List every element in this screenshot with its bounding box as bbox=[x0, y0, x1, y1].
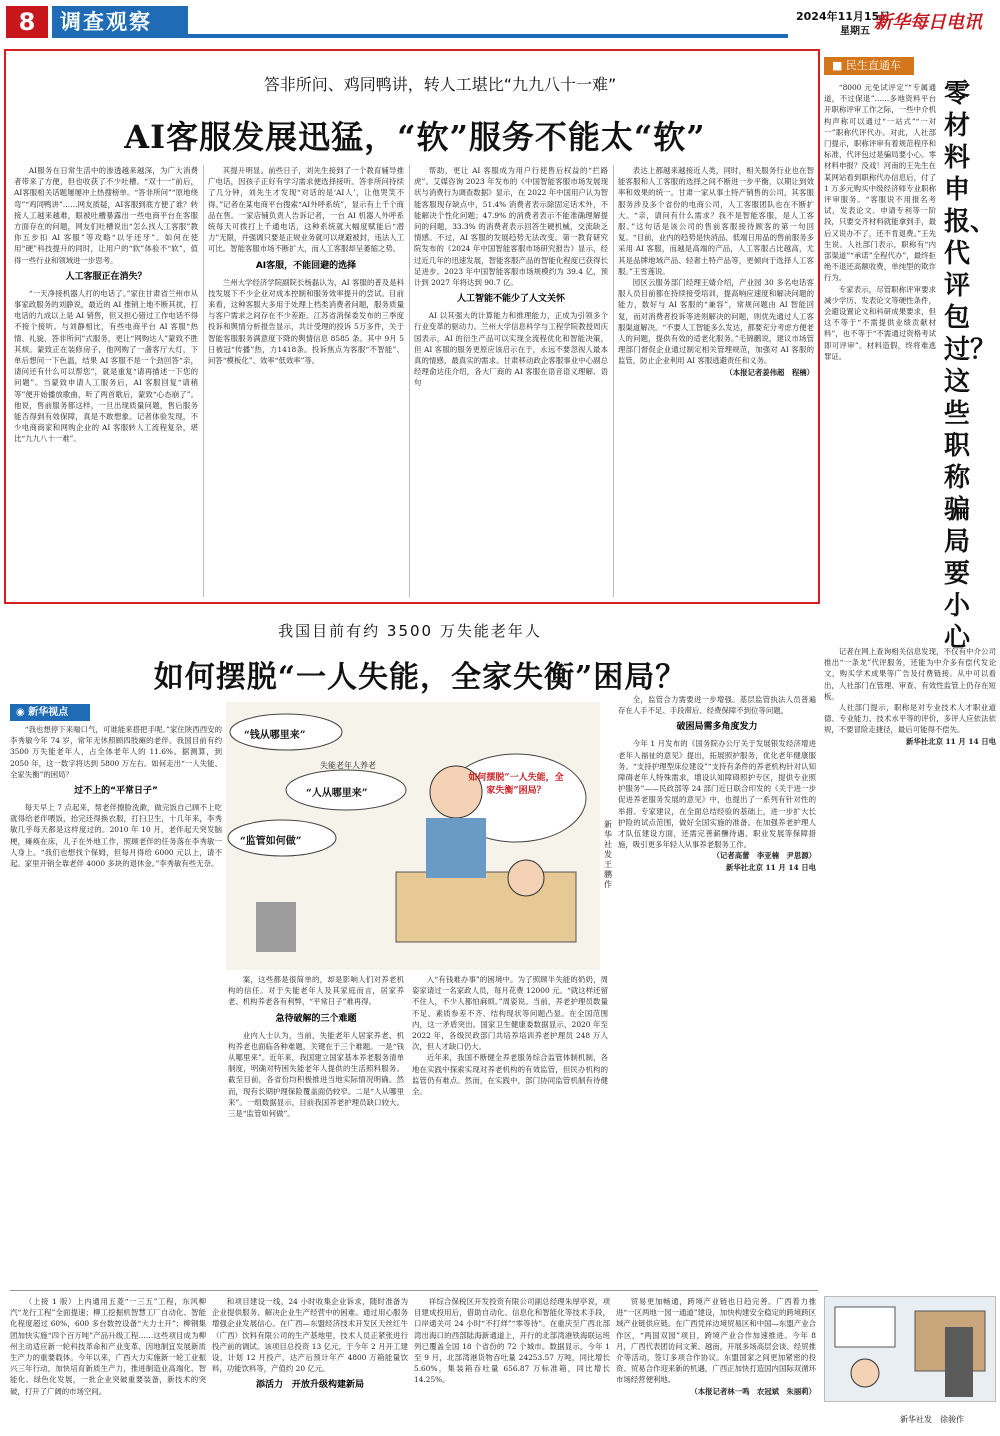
paragraph: AI服务在日常生活中的渗透越来越深，为广大消费者带来了方便，但也收获了不少吐槽。“双十一”前后，AI客服相关话题屡屡冲上热搜榜单。“答非所问”“原地绕弯”“鸡同鸭讲”……网友质疑，AI客服到底方便了谁？转接人工越来越难，眼被吐槽暴露出一些电商平台在客服方面存在的问题，网友们吐槽说出“怎么找人工客服”教你五步扣 AI 客服”等攻略“以牙还牙”。如何在使用“硬”科技提升的同时，让用户的“软”体验不“软”，值得一些行业和领域进一步思考。 bbox=[14, 166, 198, 265]
sidebar-tag bbox=[824, 57, 914, 75]
story-ai-kicker: 答非所问、鸡同鸭讲，转人工堪比“九九八十一难” bbox=[263, 75, 617, 94]
paragraph: 全，监管合力需要进一步增强。基层监管执法人员普遍存在人手不足、手段滞后、经费保障不到位等问题。 bbox=[618, 695, 816, 716]
subhead-cont: 添活力 开放升级构建新局 bbox=[255, 1380, 364, 1391]
paragraph: “一天净接机器人打的电话了。”家住甘肃省兰州市从事家政服务的刘静说，最近的 AI 推销上地不断其扰，打电话的九成以上是 AI 销售，但又担心错过工作电话不得不接个接听。与刘静相比，有些电商平台 AI 客服“热情、礼貌、答非所问”式服务，更让“网购达人”蒙致不胜其烦。蒙致正在装修房子，他网购了一盏客厅大灯，下单后想问一下色温，结果 AI 客服不是一个劲回答“亲，请问还有什么可以帮您”，就是重复“请再描述一下您的问题”。当蒙致申请人工服务后，AI 客服回复“请稍等”便开始播放歌曲，听了两首歌后，蒙致“心态崩了”。他说，售前服务都这样，一旦出现质量问题，售后服务能否得到有效保障，真是不敢想象。记者体验发现，不少电商商家和网购企业的 AI 客服转人工流程复杂，堪比“九九八十一难”。 bbox=[14, 288, 198, 444]
bubble-supervision: “监管如何做” bbox=[240, 836, 302, 847]
story-ai-col-4 bbox=[618, 165, 814, 597]
bubble-question: 如何摆脱“一人失能，全家失衡”困局？ bbox=[468, 773, 564, 796]
issue-date: 2024年11月15日 bbox=[796, 10, 891, 23]
sidebar-cartoon-credit: 新华社发 徐骏作 bbox=[900, 1415, 964, 1424]
subhead-care-3: 破困局需多角度发力 bbox=[676, 722, 758, 733]
paragraph: 近年来，我国不断健全养老服务综合监管体制机制，各地在实践中探索实现对养老机构的有效监管，但民办机构的监管仍有难点。然而，在实践中，部门协同监管机制有待健全。 bbox=[412, 1053, 608, 1097]
camera-icon: ◉ bbox=[16, 707, 29, 718]
story-care-col-2 bbox=[228, 974, 404, 1284]
story-ai-byline: （本报记者姜伟超 程楠） bbox=[725, 367, 814, 377]
bubble-people: “人从哪里来” bbox=[306, 788, 368, 799]
header-rule bbox=[188, 34, 788, 38]
story-ai-headline: AI客服发展迅猛，“软”服务不能太“软” bbox=[124, 118, 706, 156]
paragraph: “我也想停下来喘口气，可谁能来搭把手呢。”家住陕西西安的李秀敏今年 74 岁，常年无休照顾四肢瘫的老伴。我国目前有约 3500 万失能老年人，占全体老年人的 11.6%。据测算，到 2050 年，这一数字将达到 5800 万左右。如何走出“一人失能、全家失衡”的困局？ bbox=[10, 725, 222, 779]
story-ai-col-2 bbox=[208, 165, 404, 597]
bubble-money: “钱从哪里来” bbox=[244, 730, 306, 741]
story-cont-col-4 bbox=[616, 1296, 816, 1430]
paragraph: 表达上都越来越接近人类，同时，相关服务行业也在智能客服和人工客服的选择之间不断进一步平衡，以期让到效率和效果的统一。甘肃一家从事土特产销售的公司，其客服服务涉及多个省份的电商公司，人工客服团队也在不断扩大。“亲，请问有什么需求？我不是智能客服，是人工客服。”这句话是该公司的售前客服接待顾客的第一句回复。“目前，业内的趋势是快消品、低端日用品的售前服务多采用 AI 客服，而越是高端的产品，人工客服占比越高，尤其是品牌地域产品、轻奢土特产品等，更倾向于选择人工客服。”王雪莲说。 bbox=[618, 166, 814, 276]
story-care-dateline: 新华社北京 11 月 14 日电 bbox=[726, 862, 816, 872]
subhead-ai-1: 人工客服正在消失？ bbox=[65, 271, 147, 282]
paragraph: 和项目建设一线，24 小时收集企业诉求，随时准备为企业提供服务、解决企业生产经营中的困难。通过用心服务增强企业发展信心。在广西—东盟经济技术开发区天丝红牛（广西）饮料有限公司的生产基地里，技术人员正紧张进行投产前的调试。该项目总投资 13 亿元，于今年 2 月开工建设，计划 12 月投产，达产后预计年产 4800 万箱能量饮料，功能饮料等，产值约 20 亿元。 bbox=[212, 1297, 408, 1374]
paragraph: 人社部门提示，职称是对专业技术人才职业道德、专业能力、技术水平等的评价，多评人应依法依规，不要冒险走捷径，最后可能得不偿失。 bbox=[824, 703, 996, 735]
paragraph: 专家表示，尽管职称评审要求减少学历、发表论文等硬性条件，会避设置论文和科研成果要求，但这不等于“不需提供业绩贡献材料”，也不等于“不需通过资格考试即可评审”。材料造假，终将难逃罪证。 bbox=[824, 284, 936, 361]
story-care-kicker: 我国目前有约 3500 万失能老年人 bbox=[278, 622, 542, 640]
scam-cartoon-illustration bbox=[825, 1297, 997, 1403]
paragraph: 兰州大学经济学院副院长杨磊认为，AI 客服的普及是科技发展下不少企业对成本控制和服务效率提升的尝试。目前来看，这种客服大多用于处理上档类消费者问题，服务质量与客户需求之间存在不少差距。江苏省消保委发布的三季度投诉和舆情分析报告显示，共计受理的投诉 5万多件，关于智能客服服务满意度下降的舆情信息 8585 条。其中 9月 5日被冠“传播”热，力1418条。投诉焦点为客服“不智能”、问答“模板化”、效率“低效率”等。 bbox=[208, 277, 404, 366]
paragraph: 祥综合保税区开发投资有限公司副总经理朱厚亭说，项目建成投用后，借助自动化、信息化和智能化等技术手段，口岸通关可 24 小时“不打烊”“零等待”。在重庆至广西北部湾出海口的西部陆海新通道上，开行的北部湾港铁海联运班列已覆盖全国 18 个省份的 72 个城市。数据显示，今年 1 至 9 月，北部湾港货物吞吐量 24253.57 万吨，同比增长 5.60%，集装箱吞吐量 656.87 万标准箱，同比增长 14.25%。 bbox=[414, 1297, 610, 1385]
sidebar-tag-label: 民生直通车 bbox=[845, 59, 901, 72]
subhead-ai-2: AI客服，不能回避的选择 bbox=[255, 260, 357, 271]
story-cont-byline: （本报记者林一鸣 农冠斌 朱丽莉） bbox=[690, 1386, 816, 1396]
paragraph: 案，这些都是很简单的，却是影响人们对养老机构的信任。对于失能老年人及其家庭而言，居家养老、机构养老各有利弊，“平常日子”难再得。 bbox=[228, 975, 404, 1007]
paragraph: （上接 1 版）上内通用五菱“一三五”工程，东风柳汽“龙行工程”全面提速；柳工挖掘机智慧工厂自动化、智能化程度超过 60%，600 多台数控设备“大力士开”；柳钢集团加快实施“四个百万吨”产品升级工程……这些项目成为柳州主动适应新一轮科技革命和产业变革、因地制宜发展新质生产力的重要载体。今年以来，广西大力实施新一轮工业振兴三年行动，加快培育新质生产力，推进制造业高端化、智能化、绿色化发展，一批企业突破重要装备，新技术的突破，打开了广阔的市场空间。 bbox=[10, 1297, 206, 1396]
story-care-byline: （记者高蕾 李亚楠 尹思源） bbox=[712, 851, 816, 861]
story-care-col-4 bbox=[618, 694, 816, 1284]
story-care-headline: 如何摆脱“一人失能，全家失衡”困局？ bbox=[153, 660, 687, 695]
paragraph: 其提升明显。前些日子，刘先生接到了一个教育辅导推广电话，因孩子正好有学习需求便选择接听。答非所问持续了几分钟，刘先生才发现“对话的是‘AI人’，让他哭笑不得。”记者在某电商平台搜索“AI外呼系统”，显示有上千个商品在售。一家店铺负责人告诉记者，一台 AI 机器人外呼系统每天可拨打上千通电话，这种系统就大幅度赋能后“潜力”无限，并强调只要是正规业务就可以规避被封，违法人工可比。智能客服市场不断扩大，而人工客服却呈萎缩之势。 bbox=[208, 166, 404, 254]
story-care-cartoon bbox=[226, 702, 600, 970]
paragraph: 入“有钱难办事”的困境中。为了照顾半失能的奶奶，周姿家请过一名家政人员，每月花费 12000 元。“就这样还留不住人，不少人都怕麻烦。”周姿说。当前，养老护理员数量不足、素质参差不齐、结构现状等问题凸显。在全国范围内，这一矛盾突出。国家卫生健康委数据显示，2020 年至 2022 年，各级民政部门共培养培训养老护理员 248 万人次，但人才缺口仍大。 bbox=[412, 975, 608, 1052]
story-care-cartoon-credit: 新华社发 王鹏作 bbox=[604, 820, 620, 889]
sidebar-cartoon bbox=[824, 1296, 996, 1402]
bubble-label: 失能老年人养老 bbox=[320, 761, 376, 770]
paragraph: 帮助，更让 AI 客服成为用户行使售后权益的“拦路虎”。艾媒咨询 2023 年发布的《中国智能客服市场发展现状与消费行为调查数据》显示，在 2022 年中国用户认为智能客服现存缺点中，51.4% 消费者表示除固定话术外，不能解决个性化问题；47.9% 的消费者表示不能准确理解提问的问题，33.3% 的消费者表示回答生硬机械，交流缺乏情感。不过，AI 客服的发展趋势无法改变。第一教育研究院发布的《2024 年中国智能客服市场研究报告》显示，经过近几年的迅速发展，智能客服产品的智能化程度已获得长足进步。2023 年中国智能客服市场规模约为 39.4 亿，预计到 2027 年将达到 90.7 亿。 bbox=[414, 166, 608, 288]
story-cont-col-2 bbox=[212, 1296, 408, 1430]
paragraph: “8000 元免试评定”“专属通道，不过保退”……多地资料平台开职称评审工作之际，一些中介机构声称可以通过“一站式”“一对一”职称代评代办。对此，人社部门提示，职称评审有着规范程序和标准，代评包过是骗局要小心。零材料申报？没戏！河南的王先生在某网站看到职称代办信息后，付了 1 万多元购买中级经济师专业职称评审服务。“客服说不用报名考试，发表论文、申请专利等一阶段，只要交齐材料就能拿到手，最后又说办不了，还不肯退费。”王先生说。人社部门表示，职称有“内部渠道”“承诺”全程代办”，最终拒绝不退还高额收费，单纯型的欺诈行为。 bbox=[824, 83, 936, 283]
story-care-col-3 bbox=[412, 974, 608, 1284]
story-ai-col-3 bbox=[414, 165, 608, 597]
paragraph: 贸易更加畅通，跨境产业链也日趋完善。广西着力推进“一区两地一园一通道”建设，加快构建安全稳定的跨境跨区域产业链供应链。在广西凭祥边境贸易区和中国—东盟产业合作区，“两国双园”项目，跨境产业合作加速推进。今年 8 月，广西代表团访问文莱、越南，开展多场高层会谈、经贸推介等活动，签订多项合作协议。东盟国家之间更加紧密的投资、贸易合作迎来新的机遇，广西正加快打造国内国际双循环市场经营便利地。 bbox=[616, 1297, 816, 1385]
page-number: 8 bbox=[6, 6, 48, 38]
section-name: 调查观察 bbox=[52, 6, 188, 38]
subhead-care-1: 过不上的“平常日子” bbox=[74, 786, 158, 797]
story-ai-col-1 bbox=[14, 165, 198, 597]
xinhua-view-label: 新华视点 bbox=[28, 707, 69, 718]
sidebar-text-1 bbox=[824, 82, 936, 642]
sidebar-headline: 零材料申报、代评包过？这些职称骗局要小心 bbox=[944, 79, 997, 653]
sidebar-byline: 新华社北京 11 月 14 日电 bbox=[906, 736, 996, 746]
subhead-care-2: 急待破解的三个难题 bbox=[275, 1013, 357, 1024]
sidebar-text-2 bbox=[824, 646, 996, 1186]
paragraph: 记者在网上查询相关信息发现，不仅有中介公司推出“一条龙”代评服务，还能为中介多有偿代发论文，购买学术成果等广告及付费链接。从中可以看出，人社部门在管理、审查、有效性监管上仍存在短板。 bbox=[824, 647, 996, 701]
paragraph: 今年 1 月发布的《国务院办公厅关于发展银发经济增进老年人福祉的意见》提出，拓展照护服务，优化老年健康服务。“支持护理型床位建设”“支持有条件的养老机构针对认知障碍老年人特殊需求，增设认知障碍照护专区，提供专业照护服务”——民政部等 24 部门近日联合印发的《关于进一步促进养老服务发展的意见》中，也提出了一系列有针对性的举措。专家建议，在全面总结经验的基础上，进一步扩大长护险的试点范围，做好全国实施的准备。在加强养老护理人才队伍建设方面，还需完善薪酬待遇、职业发展等保障措施，吸引更多年轻人从事养老服务工作。 bbox=[618, 739, 816, 850]
car-icon: ■ bbox=[832, 59, 846, 72]
story-cont-col-1 bbox=[10, 1296, 206, 1430]
issue-weekday: 星期五 bbox=[840, 26, 870, 37]
page-header bbox=[0, 0, 1000, 44]
story-cont-col-3 bbox=[414, 1296, 610, 1430]
paragraph: AI 以其强大的计算能力和推理能力，正成为引领多个行业变革的驱动力。兰州大学信息科学与工程学院教授周庆国表示，AI 的衍生产品可以实现全流程优化和智能决策，但 AI 客服的服务更原应该启示在于，永远不要忽视人最本真的情感，最真实的需求。甘肃移动政企客服事业中心副总经理俞达佳介绍，各大厂商的 AI 客服在语音语义理解、语句 bbox=[414, 311, 608, 388]
paragraph: 业内人士认为，当前，失能老年人居家养老、机构养老也面临各种难题，关键在于三个难题。一是“钱从哪里来”。近年来，我国建立国家基本养老服务清单制度，明确对特困失能老年人提供的生活照料服务。截至目前，各省份均积极推进当地实际情况明确。然而，现有长期护理保险覆盖面仍较窄。二是“人从哪里来”。一组数据显示，目前我国养老护理员缺口较大。三是“监管如何做”。 bbox=[228, 1030, 404, 1119]
subhead-ai-3: 人工智能不能少了人文关怀 bbox=[456, 294, 565, 305]
newspaper-logo: 新华每日电讯 bbox=[874, 12, 982, 33]
story-care-col-1 bbox=[10, 724, 222, 1344]
paragraph: 园区云服务部门经理王婧介绍，产业园 30 多名电话客服人员目前都在持续接受培训，提高响应速度和解决问题的能力，数好与 AI 客服的“兼容”，常规问题由 AI 智能回复，而对消费者投诉等进则解决的问题，则优先通过人工客服渠道解决。“不要人工智能多么发达，都要充分考虑方便老人的问题，提供有效的适老化服务。”毛锦鹏说，建议市场管理部门督促企业通过制定相关管理规范，加强对 AI 客服的监管，防止企业利用 AI 客服逃避责任和义务。 bbox=[618, 278, 814, 366]
xinhua-view-tag bbox=[10, 704, 90, 721]
paragraph: 每天早上 7 点起来，帮老伴擦脸洗漱，做完饭自己顾不上吃就得给老伴喂饭，抬完还得换衣服，打扫卫生，十几年来，李秀敏几乎每天都是这样度过的。2010 年 10 月，老伴起天突发脑梗，瘫痪在床，儿子在外地工作，照顾老伴的任务落在李秀敏一人身上。“我们也想找个保姆，但每月得给 6000 元以上，请不起。家里开销全靠老伴 4000 多块的退休金。”李秀敏有些无奈。 bbox=[10, 803, 222, 869]
